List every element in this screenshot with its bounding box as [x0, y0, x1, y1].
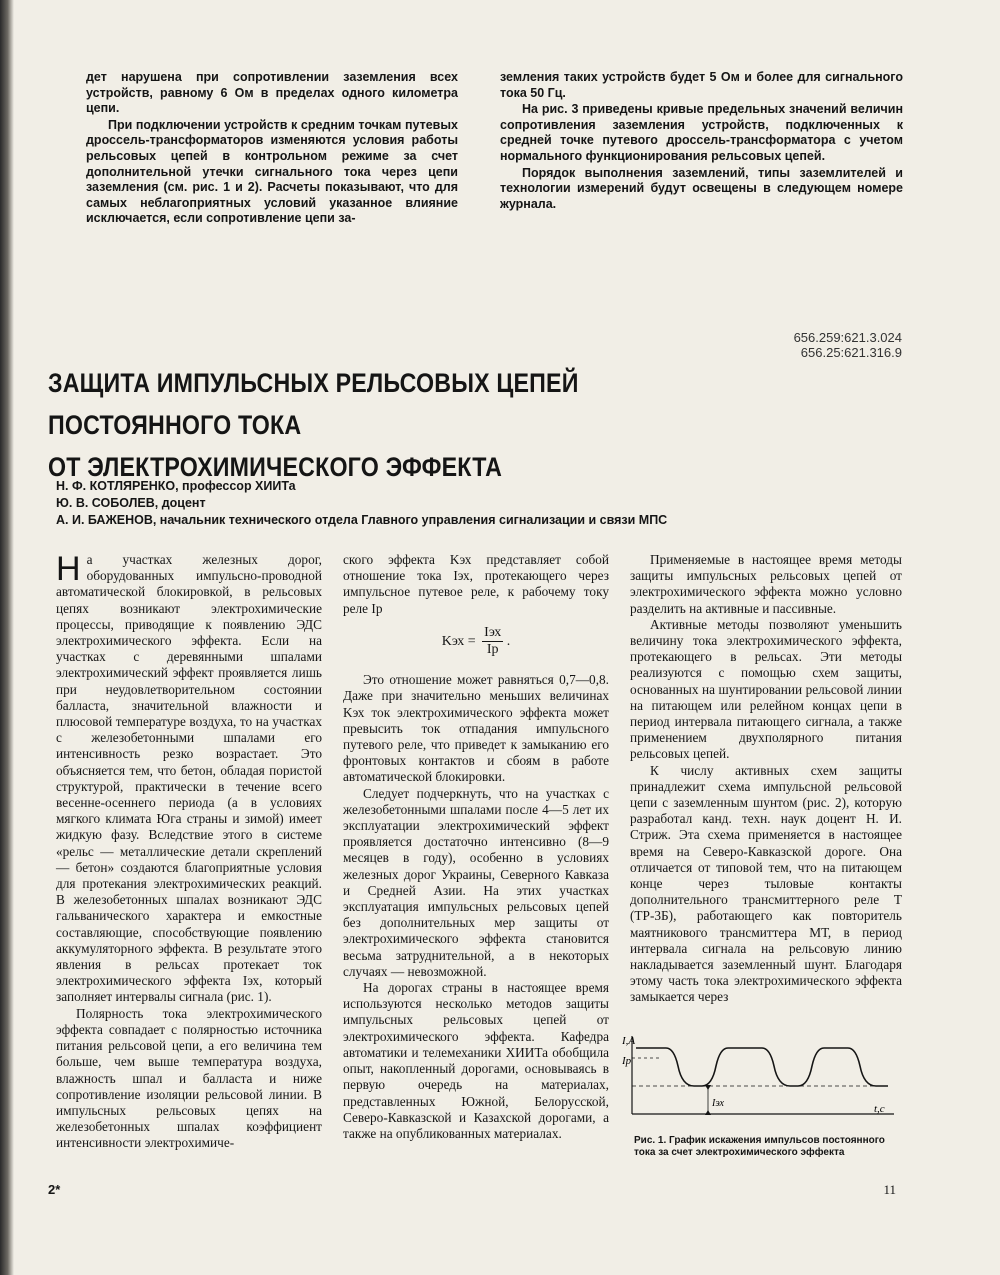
- page-number: 11: [883, 1182, 896, 1197]
- iex-label: Iэх: [712, 1098, 724, 1109]
- scan-edge-shadow: [0, 0, 14, 1275]
- body-column-1: [56, 552, 322, 1152]
- formula-lhs: Kэх =: [441, 633, 476, 649]
- author: Ю. В. СОБОЛЕВ, доцент: [56, 496, 206, 510]
- body-column-3: [630, 552, 902, 1006]
- gap-arrow-top: [705, 1085, 711, 1090]
- body-paragraph: [56, 552, 322, 1006]
- top-left-paragraph: При подключении устройств к средним точкам путевых дроссель-трансформаторов изменяются условия работы рельсовых цепей в контрольном режиме за счет дополнительной утечки сигнального тока через цепи заземления (см. рис. 1 и 2). Расчеты показывают, что для самых неблагоприятных условий указанное влияние исключается, если сопротивление цепи за-: [86, 117, 458, 226]
- udc-codes: [794, 330, 902, 360]
- gap-arrow-bottom: [705, 1110, 711, 1115]
- ip-label: Iр: [622, 1055, 632, 1067]
- signature-mark: 2*: [48, 1182, 61, 1197]
- author-list: [56, 478, 667, 529]
- body-paragraph: Полярность тока электрохимического эффекта совпадает с полярностью источника питания рельсовой цепи, а его величина тем больше, чем выше температура воздуха, влажность шпал и балласта и ниже сопротивление изоляции рельсовой линии. В импульсных рельсовых цепях на железобетонных шпалах коэффициент интенсивности электрохимиче-: [56, 1005, 322, 1151]
- drop-cap: Н: [56, 550, 81, 588]
- body-paragraph: Следует подчеркнуть, что на участках с железобетонными шпалами после 4—5 лет их эксплуатации электрохимический эффект проявляется достаточно интенсивно (8—9 месяцев в году), особенно в условиях железных дорог Украины, Северного Кавказа и Средней Азии. На этих участках эксплуатация импульсных рельсовых цепей без дополнительных мер защиты от электрохимического эффекта становится весьма затруднительной, а в некоторых случаях — невозможной.: [343, 785, 609, 979]
- body-paragraph-text: а участках железных дорог, оборудованных импульсно-проводной автоматической блокировкой, в рельсовых цепях возникают электрохимические процессы, приводящие к появлению ЭДС электрохимического эффекта. Если на участках с деревянными шпалами электрохимический эффект проявляется лишь при неудовлетворительном состоянии балласта, значительной влажности и плюсовой температуре воздуха, то на участках с железобетонными шпалами его интенсивность резко возрастает. Это объясняется тем, что бетон, обладая пористой структурой, практически в течение всего весенне-осеннего периода (а в условиях мягкого климата Юга страны и зимой) имеет жидкую фазу. Вследствие этого в системе «рельс — металлические детали скреплений — бетон» создаются благоприятные условия для протекания электрохимических реакций. В железобетонных шпалах возникают ЭДС гальванического характера и емкостные составляющие, способствующие появлению аккумуляторного эффекта. В результате этого явления в рельсах протекает ток электрохимического эффекта Iэх, который заполняет интервалы сигнала (рис. 1).: [56, 552, 322, 1005]
- author: А. И. БАЖЕНОВ, начальник технического отдела Главного управления сигнализации и связи МПС: [56, 513, 668, 527]
- article-title: [48, 362, 719, 488]
- top-right-paragraph: земления таких устройств будет 5 Ом и более для сигнального тока 50 Гц.: [500, 70, 903, 100]
- formula-fraction: [482, 625, 503, 658]
- title-line: ОТ ЭЛЕКТРОХИМИЧЕСКОГО ЭФФЕКТА: [48, 452, 503, 482]
- body-paragraph: Активные методы позволяют уменьшить величину тока электрохимического эффекта, протекающего в рельсах. Эти методы реализуются с помощью схем защиты, основанных на шунтировании рельсовой линии на питающем или релейном концах цепи в период интервала питающего сигнала, а также применением двухполярного питания рельсовых цепей.: [630, 616, 902, 762]
- y-axis-label: I,A: [622, 1035, 636, 1047]
- body-column-2: [343, 552, 609, 1142]
- author: Н. Ф. КОТЛЯРЕНКО, профессор ХИИТа: [56, 479, 296, 493]
- body-paragraph: Применяемые в настоящее время методы защиты импульсных рельсовых цепей от электрохимического эффекта можно условно разделить на активные и пассивные.: [630, 552, 902, 616]
- x-axis-label: t,с: [874, 1103, 885, 1115]
- top-right-column: [500, 70, 903, 212]
- body-paragraph: К числу активных схем защиты принадлежит схема импульсной рельсовой цепи с заземленным шунтом (рис. 2), которую разработал канд. техн. наук доцент Н. И. Стриж. Эта схема применяется в настоящее время на Северо-Кавказской дороге. Она отличается от типовой тем, что на питающем конце через тыловые контакты дополнительного трансмиттерного реле Т (ТР-3Б), работающего как повторитель маятникового трансмиттера МТ, в период интервала сигнала на рельсовую линию накладывается заземленный шунт. Благодаря этому часть тока электрохимического эффекта замыкается через: [630, 762, 902, 1005]
- udc-code: 656.259:621.3.024: [793, 330, 902, 345]
- body-paragraph: ского эффекта Kэх представляет собой отношение тока Iэх, протекающего через импульсное путевое реле, к рабочему току реле Iр: [343, 552, 609, 616]
- body-paragraph: Это отношение может равняться 0,7—0,8. Даже при значительно меньших величинах Kэх ток электрохимического эффекта может превысить ток отпадания импульсного путевого реле, что приведет к замыканию его фронтовых контактов и сбоям в работе автоматической блокировки.: [343, 672, 609, 785]
- formula-denominator: Iр: [486, 642, 499, 658]
- formula-numerator: Iэх: [482, 625, 503, 642]
- pulse-curve: [636, 1048, 888, 1086]
- body-paragraph: На дорогах страны в настоящее время используются несколько методов защиты импульсных рельсовых цепей от электрохимического эффекта. Кафедра автоматики и телемеханики ХИИТа обобщила опыт, накопленный дорогами, основываясь в первую очередь на материалах, представленных Южной, Белорусской, Северо-Кавказской и Казахской дорогами, а также на опубликованных материалах.: [343, 980, 609, 1141]
- figure-caption-text: Рис. 1. График искажения импульсов постоянного тока за счет электрохимического эффекта: [634, 1135, 885, 1158]
- figure-pulse-graph: [622, 1030, 904, 1126]
- formula-tail: .: [506, 633, 511, 649]
- top-right-paragraph: Порядок выполнения заземлений, типы заземлителей и технологии измерений будут освещены в следующем номере журнала.: [500, 165, 903, 211]
- top-right-paragraph: На рис. 3 приведены кривые предельных значений величин сопротивления заземления устройств, подключенных к средней точке путевого дроссель-трансформатора с учетом нормального функционирования рельсовых цепей.: [500, 102, 903, 163]
- figure-caption: [634, 1135, 902, 1159]
- top-left-column: [86, 70, 458, 227]
- top-left-paragraph: дет нарушена при сопротивлении заземления всех устройств, равному 6 Ом в пределах одного километра цепи.: [86, 70, 458, 116]
- formula: [343, 625, 609, 658]
- udc-code: 656.25:621.316.9: [800, 345, 902, 360]
- title-line: ЗАЩИТА ИМПУЛЬСНЫХ РЕЛЬСОВЫХ ЦЕПЕЙ ПОСТОЯННОГО ТОКА: [48, 368, 579, 440]
